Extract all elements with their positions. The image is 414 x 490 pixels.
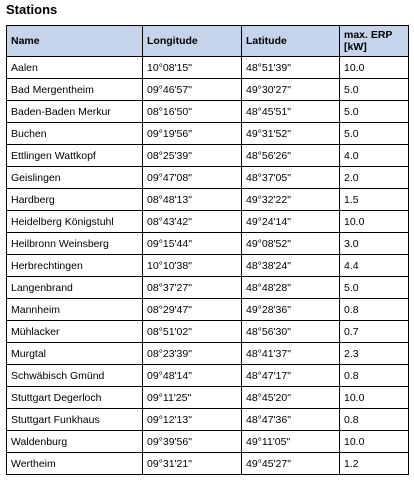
cell-longitude: 10°10'38" <box>143 255 242 277</box>
cell-max-erp: 10.0 <box>340 211 409 233</box>
cell-name: Wertheim <box>7 453 143 475</box>
table-row <box>7 233 409 255</box>
cell-latitude: 48°48'28" <box>242 277 340 299</box>
cell-max-erp: 10.0 <box>340 57 409 79</box>
cell-latitude: 49°24'14" <box>242 211 340 233</box>
cell-name: Geislingen <box>7 167 143 189</box>
table-row <box>7 387 409 409</box>
table-row <box>7 365 409 387</box>
cell-latitude: 49°11'05" <box>242 431 340 453</box>
table-row <box>7 101 409 123</box>
cell-longitude: 10°08'15" <box>143 57 242 79</box>
cell-latitude: 49°30'27" <box>242 79 340 101</box>
cell-name: Bad Mergentheim <box>7 79 143 101</box>
cell-latitude: 48°47'36" <box>242 409 340 431</box>
cell-max-erp: 0.8 <box>340 409 409 431</box>
cell-longitude: 09°15'44" <box>143 233 242 255</box>
cell-latitude: 48°47'17" <box>242 365 340 387</box>
cell-name: Stuttgart Degerloch <box>7 387 143 409</box>
cell-longitude: 09°46'57" <box>143 79 242 101</box>
cell-longitude: 09°39'56" <box>143 431 242 453</box>
cell-latitude: 49°32'22" <box>242 189 340 211</box>
header-max-erp <box>340 26 409 57</box>
cell-max-erp: 0.8 <box>340 365 409 387</box>
cell-max-erp: 5.0 <box>340 79 409 101</box>
header-longitude: Longitude <box>143 26 242 57</box>
cell-max-erp: 4.4 <box>340 255 409 277</box>
cell-max-erp: 5.0 <box>340 277 409 299</box>
cell-name: Waldenburg <box>7 431 143 453</box>
cell-longitude: 09°12'13" <box>143 409 242 431</box>
cell-latitude: 48°56'26" <box>242 145 340 167</box>
cell-name: Mannheim <box>7 299 143 321</box>
cell-longitude: 08°16'50" <box>143 101 242 123</box>
cell-name: Baden-Baden Merkur <box>7 101 143 123</box>
cell-name: Mühlacker <box>7 321 143 343</box>
header-latitude: Latitude <box>242 26 340 57</box>
cell-longitude: 08°29'47" <box>143 299 242 321</box>
cell-name: Heidelberg Königstuhl <box>7 211 143 233</box>
cell-name: Ettlingen Wattkopf <box>7 145 143 167</box>
table-row <box>7 123 409 145</box>
cell-name: Aalen <box>7 57 143 79</box>
cell-max-erp: 1.5 <box>340 189 409 211</box>
cell-latitude: 48°51'39" <box>242 57 340 79</box>
cell-latitude: 49°28'36" <box>242 299 340 321</box>
cell-longitude: 09°31'21" <box>143 453 242 475</box>
header-name: Name <box>7 26 143 57</box>
cell-longitude: 09°48'14" <box>143 365 242 387</box>
table-row <box>7 277 409 299</box>
cell-max-erp: 0.8 <box>340 299 409 321</box>
cell-longitude: 09°47'08" <box>143 167 242 189</box>
cell-name: Schwäbisch Gmünd <box>7 365 143 387</box>
table-row <box>7 299 409 321</box>
cell-max-erp: 0.7 <box>340 321 409 343</box>
cell-latitude: 48°45'20" <box>242 387 340 409</box>
cell-longitude: 09°11'25" <box>143 387 242 409</box>
cell-latitude: 49°31'52" <box>242 123 340 145</box>
cell-name: Stuttgart Funkhaus <box>7 409 143 431</box>
section-title: Stations <box>6 2 58 17</box>
cell-longitude: 08°37'27" <box>143 277 242 299</box>
table-row <box>7 167 409 189</box>
table-row <box>7 145 409 167</box>
table-row <box>7 431 409 453</box>
stations-table <box>6 25 409 475</box>
cell-latitude: 48°41'37" <box>242 343 340 365</box>
cell-max-erp: 4.0 <box>340 145 409 167</box>
cell-longitude: 09°19'56" <box>143 123 242 145</box>
cell-max-erp: 1.2 <box>340 453 409 475</box>
cell-max-erp: 5.0 <box>340 101 409 123</box>
cell-longitude: 08°48'13" <box>143 189 242 211</box>
cell-latitude: 49°08'52" <box>242 233 340 255</box>
cell-max-erp: 10.0 <box>340 387 409 409</box>
table-row <box>7 57 409 79</box>
cell-name: Langenbrand <box>7 277 143 299</box>
cell-max-erp: 2.3 <box>340 343 409 365</box>
cell-name: Herbrechtingen <box>7 255 143 277</box>
cell-latitude: 48°38'24" <box>242 255 340 277</box>
cell-latitude: 48°45'51" <box>242 101 340 123</box>
cell-latitude: 48°56'30" <box>242 321 340 343</box>
cell-name: Murgtal <box>7 343 143 365</box>
cell-latitude: 49°45'27" <box>242 453 340 475</box>
cell-max-erp: 10.0 <box>340 431 409 453</box>
table-row <box>7 343 409 365</box>
cell-longitude: 08°25'39" <box>143 145 242 167</box>
cell-longitude: 08°43'42" <box>143 211 242 233</box>
cell-longitude: 08°51'02" <box>143 321 242 343</box>
table-row <box>7 453 409 475</box>
table-row <box>7 409 409 431</box>
table-row <box>7 321 409 343</box>
header-max-erp-unit: [kW] <box>344 41 367 53</box>
table-row <box>7 189 409 211</box>
cell-name: Buchen <box>7 123 143 145</box>
table-row <box>7 255 409 277</box>
table-row <box>7 211 409 233</box>
cell-latitude: 48°37'05" <box>242 167 340 189</box>
table-header-row <box>7 26 409 57</box>
cell-name: Heilbronn Weinsberg <box>7 233 143 255</box>
header-max-erp-label: max. ERP <box>344 29 393 41</box>
cell-max-erp: 5.0 <box>340 123 409 145</box>
cell-max-erp: 3.0 <box>340 233 409 255</box>
cell-longitude: 08°23'39" <box>143 343 242 365</box>
cell-name: Hardberg <box>7 189 143 211</box>
table-row <box>7 79 409 101</box>
cell-max-erp: 2.0 <box>340 167 409 189</box>
